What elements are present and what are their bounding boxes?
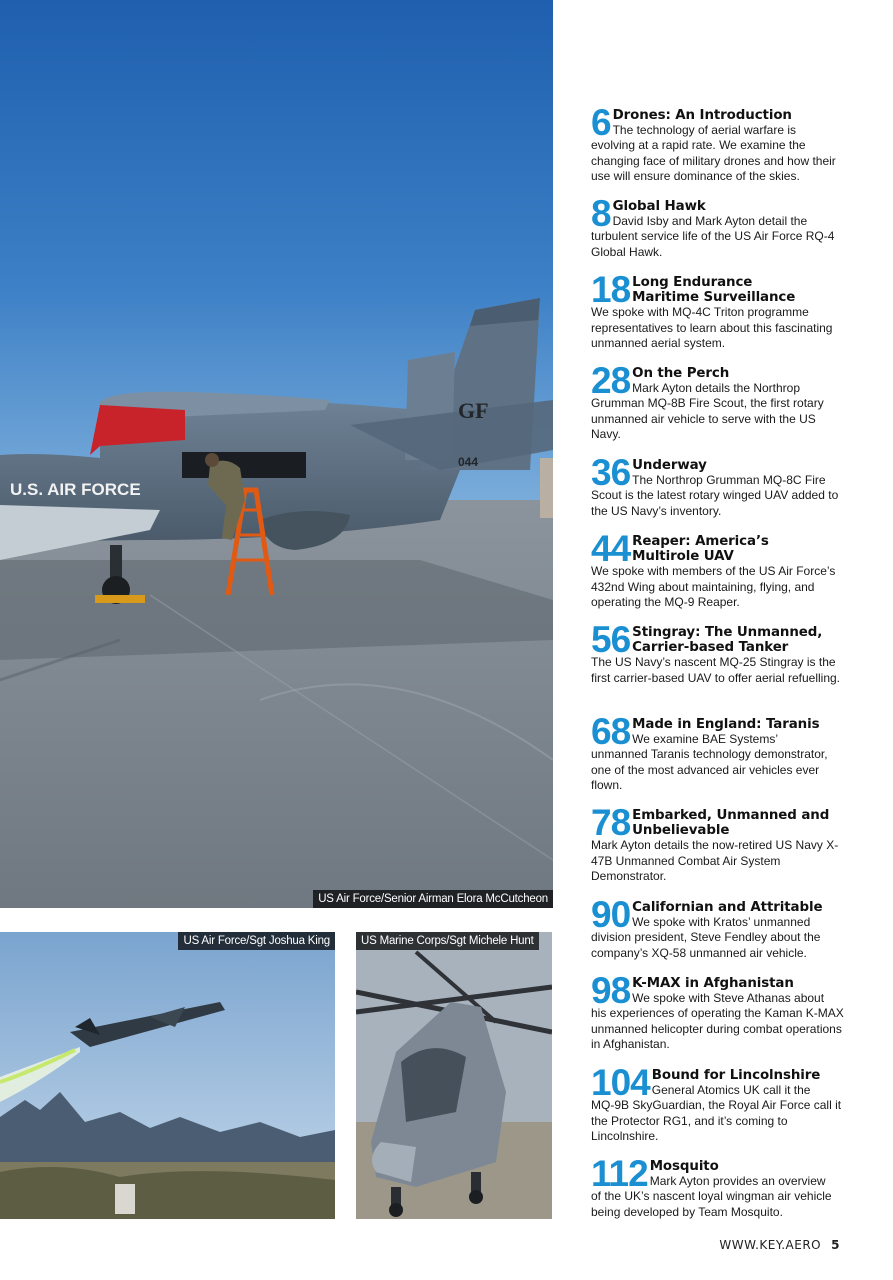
entry-heading-text [650,1159,847,1189]
contents-entry[interactable] [591,360,847,443]
article-description: We spoke with members of the US Air Force’s 432nd Wing about maintaining, flying, and operating the MQ-9 Reaper. [591,564,836,609]
article-description: The US Navy’s nascent MQ-25 Stingray is the first carrier-based UAV to offer aerial refuelling. [591,655,840,685]
entry-heading-text [632,625,847,655]
article-description: Scout is the latest rotary winged UAV added to the US Navy’s inventory. [591,488,839,518]
article-description: Grumman MQ-8B Fire Scout, the first rotary unmanned air vehicle to serve with the US Navy. [591,396,824,441]
page-reference-number: 36 [591,452,631,493]
page-footer [719,1238,840,1252]
contents-entry[interactable] [591,193,847,260]
article-title: Made in England: Taranis [632,717,820,732]
article-description-start: Mark Ayton provides an overview [649,1174,826,1188]
entry-heading [591,528,847,569]
entry-heading-text [632,976,847,1006]
article-description-start: David Isby and Mark Ayton detail the [612,214,808,228]
article-title: Long Endurance [632,275,753,290]
entry-heading [591,894,847,935]
xq58-illustration [0,932,335,1219]
article-title: Maritime Surveillance [632,290,796,305]
tail-code: GF [458,398,489,423]
contents-entry[interactable] [591,970,847,1053]
page-number: 5 [831,1238,840,1252]
article-title: Reaper: America’s [632,534,769,549]
photo-kmax-helicopter [356,932,552,1219]
page-reference-number: 90 [591,894,631,935]
entry-heading-text [632,458,847,488]
entry-heading [591,802,847,843]
article-title: K-MAX in Afghanistan [632,976,794,991]
entry-heading-text [632,366,847,396]
article-description-start: The technology of aerial warfare is [612,123,797,137]
entry-heading [591,1062,847,1103]
entry-heading [591,102,847,143]
contents-entry[interactable] [591,711,847,794]
contents-entry[interactable] [591,1153,847,1220]
page-reference-number: 6 [591,102,611,143]
article-title: Mosquito [649,1159,719,1174]
contents-entry[interactable] [591,619,847,686]
article-description: turbulent service life of the US Air Force RQ-4 Global Hawk. [591,229,835,259]
entry-heading [591,711,847,752]
page-reference-number: 28 [591,360,631,401]
article-title: Global Hawk [612,199,706,214]
page-reference-number: 18 [591,269,631,310]
article-title: Carrier-based Tanker [632,640,789,655]
kmax-illustration [356,932,552,1219]
entry-heading-text [632,900,847,930]
contents-entry[interactable] [591,102,847,185]
article-description-start: General Atomics UK call it the [651,1083,811,1097]
bottom-left-photo-credit: US Air Force/Sgt Joshua King [178,932,335,950]
article-description-start: We examine BAE Systems’ [632,732,778,746]
global-hawk-illustration [0,0,553,908]
article-description-start: We spoke with Steve Athanas about [632,991,825,1005]
entry-heading [591,452,847,493]
entry-heading-text [632,275,847,305]
entry-heading-text [652,1068,847,1098]
article-title: On the Perch [632,366,730,381]
article-description: evolving at a rapid rate. We examine the changing face of military drones and how their use will ensure dominance of the skies. [591,138,836,183]
entry-heading [591,360,847,401]
entry-heading [591,619,847,660]
page-reference-number: 104 [591,1062,650,1103]
website-url[interactable]: WWW.KEY.AERO [719,1238,822,1252]
entry-heading [591,269,847,310]
page-reference-number: 44 [591,528,631,569]
article-description: unmanned Taranis technology demonstrator, one of the most advanced air vehicles ever flown. [591,747,828,792]
photo-xq58-launch [0,932,335,1219]
article-description: MQ-9B SkyGuardian, the Royal Air Force call it the Protector RG1, and it’s coming to Lincolnshire. [591,1098,842,1143]
article-title: Stingray: The Unmanned, [632,625,823,640]
page-reference-number: 8 [591,193,611,234]
page-reference-number: 78 [591,802,631,843]
entry-heading-text [632,808,847,838]
contents-entry[interactable] [591,269,847,352]
article-description-start: Mark Ayton details the Northrop [632,381,801,395]
contents-entry[interactable] [591,894,847,961]
article-title: Drones: An Introduction [612,108,792,123]
article-description-start: The Northrop Grumman MQ-8C Fire [632,473,826,487]
entry-heading-text [613,108,847,138]
contents-entry[interactable] [591,1062,847,1145]
entry-heading [591,1153,847,1194]
main-photo-credit: US Air Force/Senior Airman Elora McCutcheon [313,890,553,908]
page-reference-number: 56 [591,619,631,660]
article-title: Multirole UAV [632,549,734,564]
article-title: Embarked, Unmanned and [632,808,830,823]
entry-heading-text [632,717,847,747]
entry-heading-text [613,199,847,229]
page-reference-number: 98 [591,970,631,1011]
main-photo-global-hawk [0,0,553,908]
article-title: Underway [632,458,707,473]
article-description: division president, Steve Fendley about the company’s XQ-58 unmanned air vehicle. [591,930,821,960]
bottom-right-photo-credit: US Marine Corps/Sgt Michele Hunt [356,932,539,950]
article-title: Californian and Attritable [632,900,823,915]
contents-entry[interactable] [591,802,847,885]
fuselage-marking: U.S. AIR FORCE [10,480,141,499]
article-title: Bound for Lincolnshire [651,1068,821,1083]
entry-heading-text [632,534,847,564]
contents-entry[interactable] [591,452,847,519]
tail-serial: 044 [458,455,479,469]
contents-entry[interactable] [591,528,847,611]
entry-heading [591,970,847,1011]
page-reference-number: 68 [591,711,631,752]
article-description: Mark Ayton details the now-retired US Navy X-47B Unmanned Combat Air System Demonstrator. [591,838,839,883]
article-description: his experiences of operating the Kaman K-MAX unmanned helicopter during combat operations in Afghanistan. [591,1006,844,1051]
article-description-start: We spoke with Kratos’ unmanned [632,915,811,929]
article-description: of the UK’s nascent loyal wingman air vehicle being developed by Team Mosquito. [591,1189,832,1219]
article-description: We spoke with MQ-4C Triton programme representatives to learn about this fascinating unmanned aerial system. [591,305,833,350]
article-title: Unbelievable [632,823,730,838]
page-reference-number: 112 [591,1153,648,1194]
entry-heading [591,193,847,234]
